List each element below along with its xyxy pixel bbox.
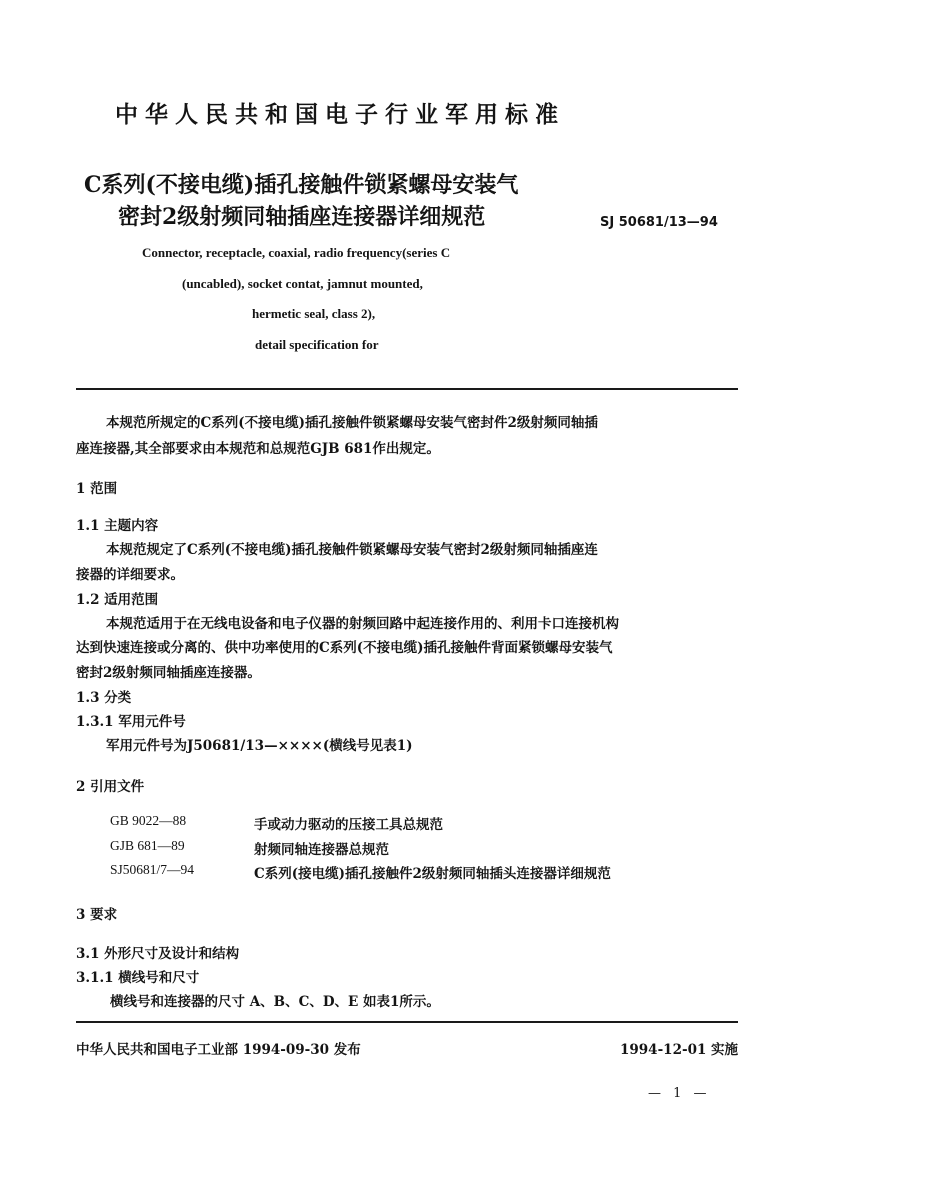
page-number: — 1 —: [648, 1086, 711, 1101]
section-heading: 3.1 外形尺寸及设计和结构: [76, 946, 240, 962]
section-heading: 1.2 适用范围: [76, 592, 159, 608]
intro-line: 座连接器,其全部要求由本规范和总规范GJB 681作出规定。: [76, 441, 440, 457]
standard-category: 中华人民共和国电子行业军用标准: [115, 101, 565, 128]
paragraph-line: 本规范规定了C系列(不接电缆)插孔接触件锁紧螺母安装气密封2级射频同轴插座连: [106, 542, 598, 558]
paragraph-line: 密封2级射频同轴插座连接器。: [76, 665, 261, 681]
issue-date: 中华人民共和国电子工业部 1994-09-30 发布: [76, 1042, 361, 1058]
reference-code: GB 9022—88: [110, 813, 187, 828]
reference-title: C系列(接电缆)插孔接触件2级射频同轴插头连接器详细规范: [254, 866, 611, 882]
section-heading: 1.3.1 军用元件号: [76, 714, 186, 730]
english-title-line: Connector, receptacle, coaxial, radio frequency(series C: [142, 245, 451, 260]
header-divider: [76, 388, 738, 390]
intro-line: 本规范所规定的C系列(不接电缆)插孔接触件锁紧螺母安装气密封件2级射频同轴插: [106, 415, 598, 431]
footer-divider: [76, 1021, 738, 1023]
document-title-line-2: 密封2级射频同轴插座连接器详细规范: [118, 204, 486, 230]
english-title-line: hermetic seal, class 2),: [252, 306, 376, 321]
standard-code: SJ 50681/13—94: [600, 215, 718, 230]
section-heading: 2 引用文件: [76, 779, 145, 795]
section-heading: 3 要求: [76, 907, 118, 923]
section-heading: 1 范围: [76, 481, 118, 497]
english-title-line: detail specification for: [255, 337, 379, 352]
paragraph-line: 横线号和连接器的尺寸 A、B、C、D、E 如表1所示。: [110, 994, 440, 1010]
paragraph-line: 达到快速连接或分离的、供中功率使用的C系列(不接电缆)插孔接触件背面紧锁螺母安装气: [76, 640, 613, 656]
reference-code: SJ50681/7—94: [110, 862, 195, 877]
section-heading: 3.1.1 横线号和尺寸: [76, 970, 200, 986]
paragraph-line: 军用元件号为J50681/13—××××(横线号见表1): [106, 738, 413, 754]
document-title-line-1: C系列(不接电缆)插孔接触件锁紧螺母安装气: [84, 172, 519, 198]
implementation-date: 1994-12-01 实施: [620, 1042, 739, 1058]
reference-title: 手或动力驱动的压接工具总规范: [254, 817, 443, 833]
section-heading: 1.1 主题内容: [76, 518, 159, 534]
reference-code: GJB 681—89: [110, 838, 185, 853]
reference-title: 射频同轴连接器总规范: [254, 842, 389, 858]
paragraph-line: 本规范适用于在无线电设备和电子仪器的射频回路中起连接作用的、利用卡口连接机构: [106, 616, 619, 632]
section-heading: 1.3 分类: [76, 690, 132, 706]
english-title-line: (uncabled), socket contat, jamnut mounted,: [182, 276, 423, 291]
paragraph-line: 接器的详细要求。: [76, 567, 184, 583]
